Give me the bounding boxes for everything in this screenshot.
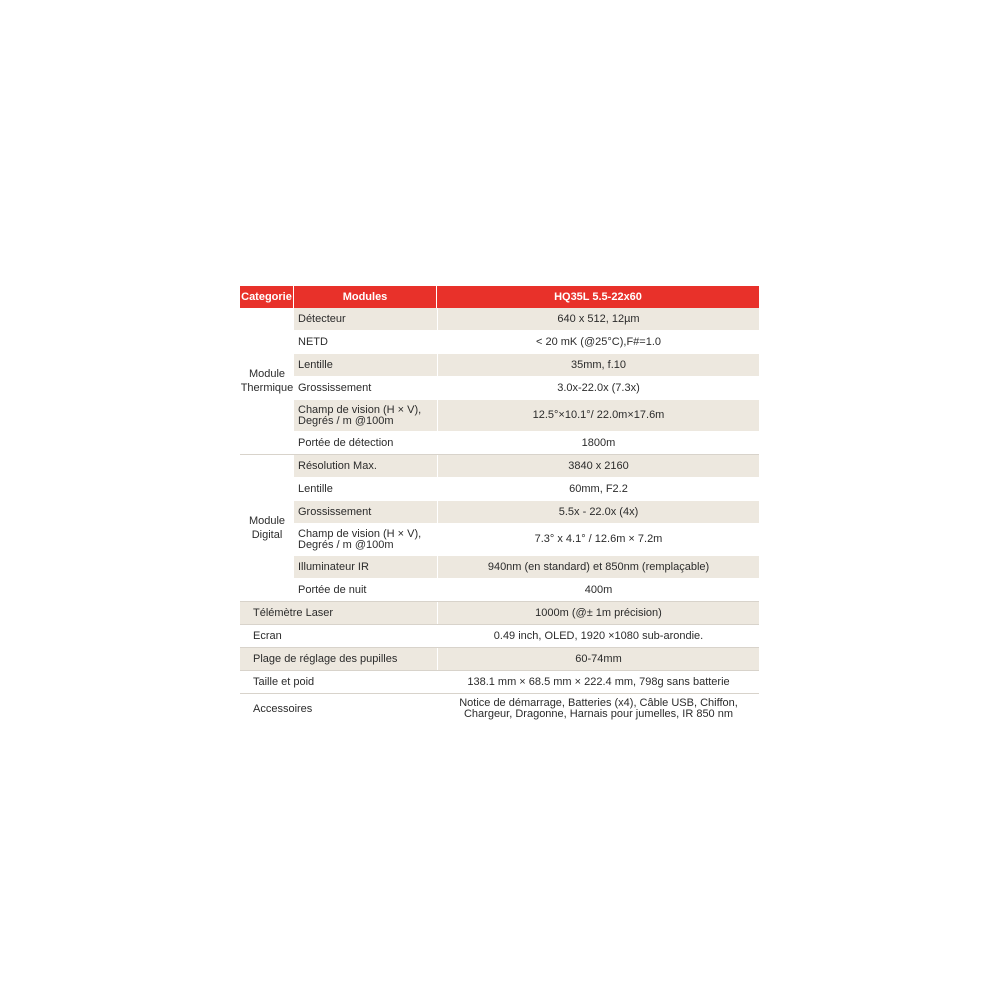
spec-name bbox=[294, 400, 437, 431]
spec-value: 1800m bbox=[437, 432, 759, 454]
spec-name: Télémètre Laser bbox=[253, 606, 334, 619]
spec-name: Portée de détection bbox=[298, 436, 394, 449]
spec-value: 940nm (en standard) et 850nm (remplaçable) bbox=[437, 556, 759, 578]
spec-value: 1000m (@± 1m précision) bbox=[437, 602, 759, 624]
spec-name: Accessoires bbox=[253, 702, 313, 715]
spec-name: Grossissement bbox=[298, 505, 372, 518]
spec-name: Grossissement bbox=[298, 381, 372, 394]
header-category: Categorie bbox=[240, 286, 294, 308]
table-header bbox=[240, 286, 759, 308]
spec-table bbox=[240, 286, 759, 724]
spec-value: < 20 mK (@25°C),F#=1.0 bbox=[437, 331, 759, 353]
thermal-module-group bbox=[240, 308, 759, 455]
spec-value: 60-74mm bbox=[437, 648, 759, 670]
table-row bbox=[294, 579, 759, 602]
digital-label-line2: Digital bbox=[251, 529, 283, 541]
digital-label-line1: Module bbox=[248, 515, 286, 527]
spec-value: 35mm, f.10 bbox=[437, 354, 759, 376]
spec-value: 60mm, F2.2 bbox=[437, 478, 759, 500]
header-modules: Modules bbox=[294, 286, 437, 308]
spec-value: 12.5°×10.1°/ 22.0m×17.6m bbox=[437, 400, 759, 431]
spec-value: 3840 x 2160 bbox=[437, 455, 759, 477]
spec-name-line2: Degrés / m @100m bbox=[298, 414, 394, 427]
table-row bbox=[240, 602, 759, 625]
table-row bbox=[294, 354, 759, 377]
spec-name: Illuminateur IR bbox=[298, 560, 369, 573]
spec-name-line1: Champ de vision (H × V), bbox=[298, 403, 422, 416]
spec-value: 3.0x-22.0x (7.3x) bbox=[437, 377, 759, 399]
spec-name: NETD bbox=[298, 335, 328, 348]
spec-name-line1: Champ de vision (H × V), bbox=[298, 527, 422, 540]
table-row bbox=[294, 377, 759, 400]
table-row bbox=[294, 501, 759, 524]
table-row bbox=[294, 478, 759, 501]
spec-value: 400m bbox=[437, 579, 759, 601]
spec-name: Lentille bbox=[298, 482, 333, 495]
spec-value: 138.1 mm × 68.5 mm × 222.4 mm, 798g sans batterie bbox=[437, 671, 759, 693]
table-row bbox=[294, 524, 759, 556]
table-row bbox=[240, 648, 759, 671]
spec-value: 5.5x - 22.0x (4x) bbox=[437, 501, 759, 523]
table-row bbox=[294, 400, 759, 432]
spec-name: Résolution Max. bbox=[298, 459, 377, 472]
spec-name: Ecran bbox=[253, 629, 282, 642]
spec-value: 640 x 512, 12µm bbox=[437, 308, 759, 330]
table-row bbox=[294, 556, 759, 579]
thermal-module-label bbox=[240, 308, 294, 455]
table-row bbox=[240, 694, 759, 724]
table-row bbox=[294, 331, 759, 354]
spec-value bbox=[437, 694, 759, 724]
spec-name: Portée de nuit bbox=[298, 583, 367, 596]
digital-module-group bbox=[240, 455, 759, 602]
spec-name: Lentille bbox=[298, 358, 333, 371]
spec-name-line2: Degrés / m @100m bbox=[298, 538, 394, 551]
thermal-label-line2: Thermique bbox=[240, 382, 294, 394]
spec-value: 0.49 inch, OLED, 1920 ×1080 sub-arondie. bbox=[437, 625, 759, 647]
table-row bbox=[294, 455, 759, 478]
spec-value-line2: Chargeur, Dragonne, Harnais pour jumelles, IR 850 nm bbox=[463, 708, 734, 720]
table-row bbox=[294, 308, 759, 331]
spec-name: Taille et poid bbox=[253, 675, 315, 688]
thermal-label-line1: Module bbox=[248, 368, 286, 380]
table-row bbox=[240, 625, 759, 648]
header-model: HQ35L 5.5-22x60 bbox=[437, 286, 759, 308]
spec-value: 7.3° x 4.1° / 12.6m × 7.2m bbox=[437, 524, 759, 555]
spec-name bbox=[294, 524, 437, 555]
spec-value-line1: Notice de démarrage, Batteries (x4), Câble USB, Chiffon, bbox=[459, 697, 738, 709]
spec-name: Détecteur bbox=[298, 312, 346, 325]
table-row bbox=[294, 432, 759, 455]
table-row bbox=[240, 671, 759, 694]
digital-module-label bbox=[240, 455, 294, 602]
spec-name: Plage de réglage des pupilles bbox=[253, 652, 398, 665]
